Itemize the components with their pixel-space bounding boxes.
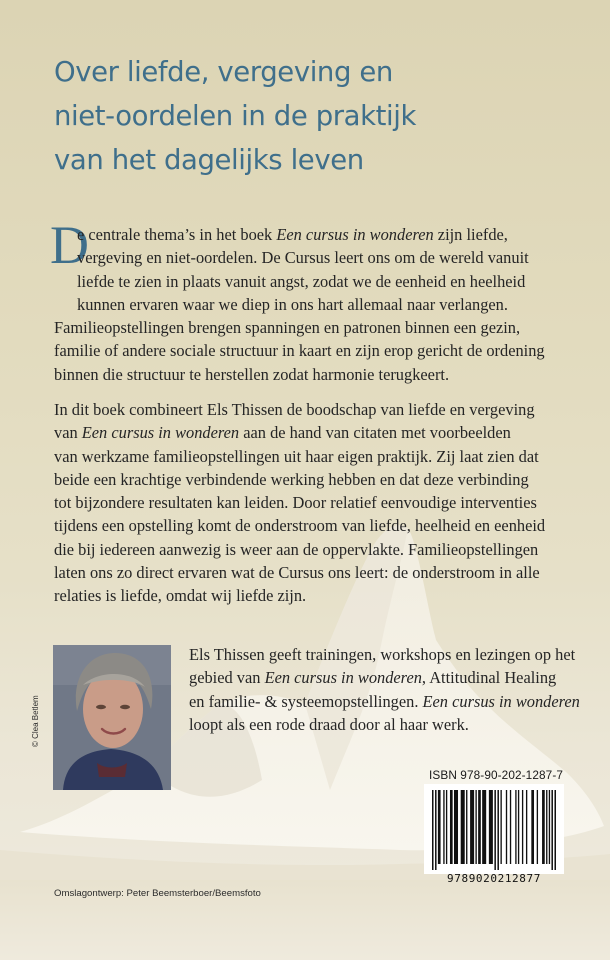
barcode-bar [522, 790, 523, 864]
drop-cap: D [50, 215, 89, 275]
barcode-bar [438, 790, 441, 864]
barcode-bar [454, 790, 458, 864]
text-line: gebied van Een cursus in wonderen, Attitudinal Healing [189, 668, 557, 688]
photo-credit: © Clea Betlem [31, 695, 40, 747]
book-title: Een cursus in wonderen [422, 691, 580, 711]
barcode [424, 784, 564, 885]
barcode-bar [466, 790, 467, 864]
barcode-bar [435, 790, 437, 870]
barcode-bar [470, 790, 474, 864]
text-line: van Een cursus in wonderen aan de hand van citaten met voorbeelden [54, 423, 511, 443]
tagline-heading [54, 50, 574, 182]
book-title: Een cursus in wonderen [81, 423, 240, 443]
barcode-bars-icon [424, 784, 564, 872]
author-portrait-icon [53, 645, 171, 790]
tagline-line: van het dagelijks leven [54, 144, 364, 176]
text-line: kunnen ervaren waar we diep in ons hart allemaal naar verlangen. [77, 294, 508, 314]
barcode-bar [546, 790, 547, 864]
text-line: relaties is liefde, omdat wij liefde zijn. [54, 586, 307, 606]
barcode-bar [549, 790, 550, 864]
text-line: en familie- & systeemopstellingen. Een cursus in wonderen [189, 691, 580, 711]
barcode-bar [478, 790, 481, 864]
barcode-bar [518, 790, 519, 864]
intro-paragraph [54, 223, 570, 386]
barcode-digits: 9789020212877 [447, 872, 541, 885]
text-line: die bij iedereen aanwezig is weer aan de oppervlakte. Familieopstellingen [54, 539, 539, 559]
second-paragraph [54, 398, 570, 608]
barcode-bar [489, 790, 493, 864]
text-line: Familieopstellingen brengen spanningen en patronen binnen een gezin, [54, 318, 521, 338]
barcode-bar [542, 790, 545, 864]
barcode-bar [494, 790, 496, 870]
barcode-bar [450, 790, 453, 864]
tagline-line: niet-oordelen in de praktijk [54, 100, 417, 132]
text-line: e centrale thema’s in het boek Een cursus in wonderen zijn liefde, [77, 225, 508, 244]
text-line: liefde te zien in plaats vanuit angst, zodat we de eenheid en heelheid [77, 271, 526, 291]
book-title: Een cursus in wonderen [264, 668, 422, 688]
barcode-bar [475, 790, 476, 864]
text-line: tot bijzondere resultaten kan leiden. Door relatief eenvoudige interventies [54, 493, 537, 513]
barcode-bar [537, 790, 538, 864]
barcode-bar [446, 790, 447, 864]
book-title: Een cursus in wonderen [276, 225, 434, 244]
barcode-bar [551, 790, 553, 870]
text-line: In dit boek combineert Els Thissen de boodschap van liefde en vergeving [54, 400, 535, 419]
barcode-bar [554, 790, 556, 870]
barcode-bar [482, 790, 486, 864]
text-line: familie of andere sociale structuur in kaart en zijn erop gericht de ordening [54, 341, 545, 361]
text-line: beide een krachtige verbindende werking hebben en dat deze verbinding [54, 469, 529, 489]
isbn-label: ISBN 978-90-202-1287-7 [429, 768, 564, 782]
text-line: laten ons zo direct ervaren wat de Cursus ons leert: de onderstroom in alle [54, 563, 540, 583]
text-line: loopt als een rode draad door al haar werk. [189, 714, 469, 734]
text-line: van werkzame familieopstellingen uit haar eigen praktijk. Zij laat zien dat [54, 446, 539, 466]
author-photo [53, 645, 171, 790]
barcode-bar [500, 790, 501, 864]
barcode-bar [443, 790, 444, 864]
text-line: vergeving en niet-oordelen. De Cursus leert ons om de wereld vanuit [77, 248, 529, 268]
barcode-bar [497, 790, 499, 870]
barcode-bar [515, 790, 516, 864]
text-line: Els Thissen geeft trainingen, workshops en lezingen op het [189, 645, 576, 664]
barcode-bar [526, 790, 527, 864]
text-line: tijdens een opstelling komt de onderstroom van liefde, heelheid en eenheid [54, 516, 546, 536]
barcode-bar [506, 790, 507, 864]
barcode-bar [531, 790, 534, 864]
tagline-line: Over liefde, vergeving en [54, 56, 393, 88]
text-line: binnen die structuur te herstellen zodat harmonie terugkeert. [54, 364, 450, 384]
cover-design-credit: Omslagontwerp: Peter Beemsterboer/Beemsfoto [54, 888, 261, 899]
barcode-bar [510, 790, 511, 864]
author-bio [189, 643, 579, 736]
barcode-bar [461, 790, 465, 864]
barcode-bar [432, 790, 434, 870]
